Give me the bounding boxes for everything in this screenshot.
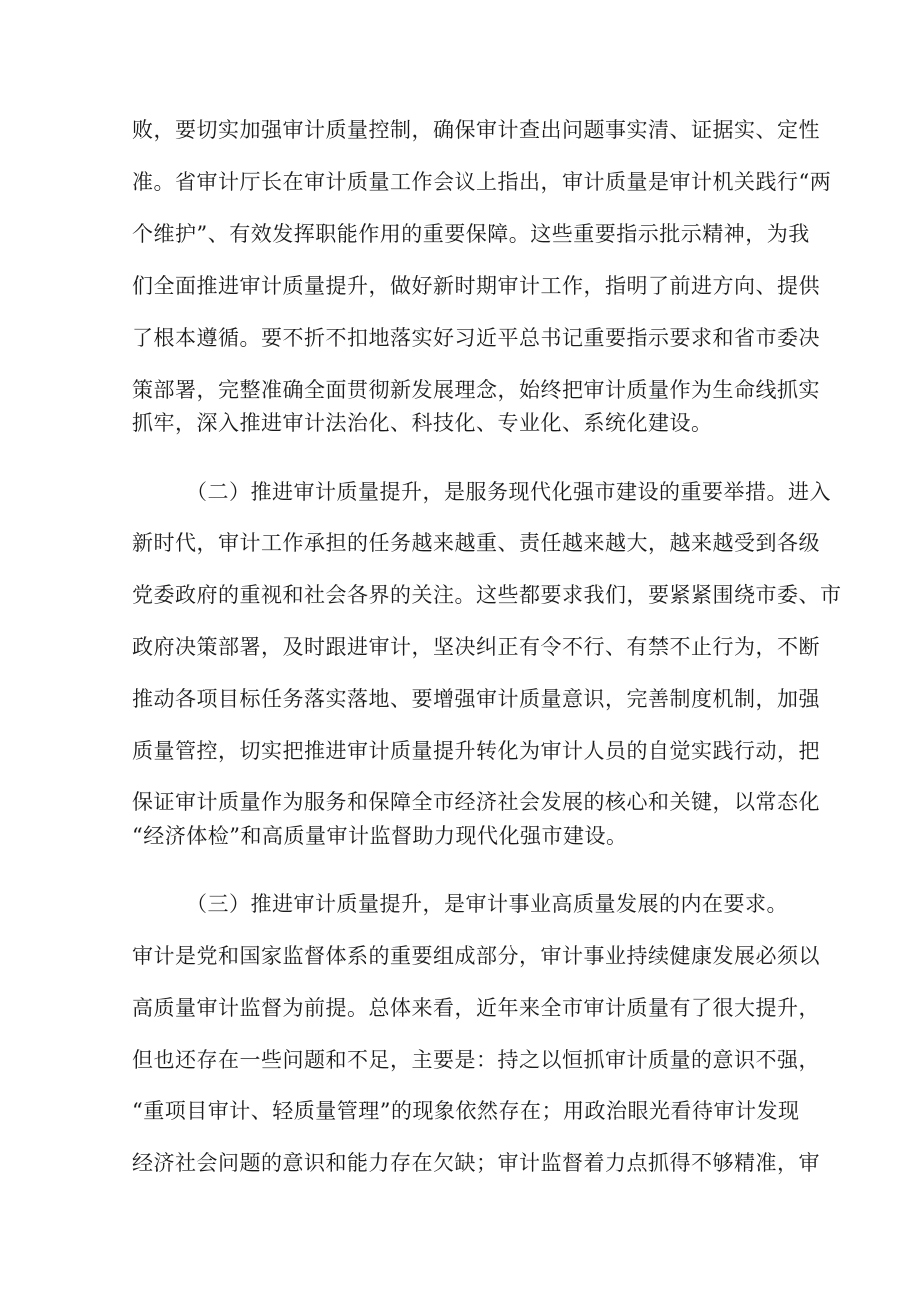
paragraph-3-line-5: “重项目审计、轻质量管理”的现象依然存在；用政治眼光看待审计发现 <box>132 1099 800 1123</box>
paragraph-1-line-2: 准。省审计厅长在审计质量工作会议上指出，审计质量是审计机关践行“两 <box>132 170 832 194</box>
paragraph-3-line-2: 审计是党和国家监督体系的重要组成部分，审计事业持续健康发展必须以 <box>132 944 820 968</box>
paragraph-2-line-1: （二）推进审计质量提升，是服务现代化强市建设的重要举措。进入 <box>186 480 831 504</box>
paragraph-1-line-3: 个维护”、有效发挥职能作用的重要保障。这些重要指示批示精神，为我 <box>132 222 810 246</box>
paragraph-2-line-3: 党委政府的重视和社会各界的关注。这些都要求我们，要紧紧围绕市委、市 <box>132 583 842 607</box>
paragraph-2-line-7: 保证审计质量作为服务和保障全市经济社会发展的核心和关键，以常态化 <box>132 790 820 814</box>
paragraph-3-line-1: （三）推进审计质量提升，是审计事业高质量发展的内在要求。 <box>186 892 788 916</box>
paragraph-3-line-4: 但也还存在一些问题和不足，主要是：持之以恒抓审计质量的意识不强， <box>132 1048 820 1072</box>
paragraph-2-line-2: 新时代，审计工作承担的任务越来越重、责任越来越大，越来越受到各级 <box>132 531 820 555</box>
paragraph-2-line-4: 政府决策部署，及时跟进审计，坚决纠正有令不行、有禁不止行为，不断 <box>132 635 820 659</box>
paragraph-1-line-6: 策部署，完整准确全面贯彻新发展理念，始终把审计质量作为生命线抓实 <box>132 378 820 402</box>
paragraph-2-line-6: 质量管控，切实把推进审计质量提升转化为审计人员的自觉实践行动，把 <box>132 739 820 763</box>
paragraph-3-line-3: 高质量审计监督为前提。总体来看，近年来全市审计质量有了很大提升， <box>132 996 820 1020</box>
paragraph-1-line-7: 抓牢，深入推进审计法治化、科技化、专业化、系统化建设。 <box>132 411 713 435</box>
paragraph-1-line-1: 败，要切实加强审计质量控制，确保审计查出问题事实清、证据实、定性 <box>132 118 820 142</box>
paragraph-3-line-6: 经济社会问题的意识和能力存在欠缺；审计监督着力点抓得不够精准，审 <box>132 1151 820 1175</box>
paragraph-2-line-5: 推动各项目标任务落实落地、要增强审计质量意识，完善制度机制，加强 <box>132 687 820 711</box>
paragraph-1-line-4: 们全面推进审计质量提升，做好新时期审计工作，指明了前进方向、提供 <box>132 274 820 298</box>
paragraph-1-line-5: 了根本遵循。要不折不扣地落实好习近平总书记重要指示要求和省市委决 <box>132 326 820 350</box>
paragraph-2-line-8: “经济体检”和高质量审计监督助力现代化强市建设。 <box>132 824 628 848</box>
